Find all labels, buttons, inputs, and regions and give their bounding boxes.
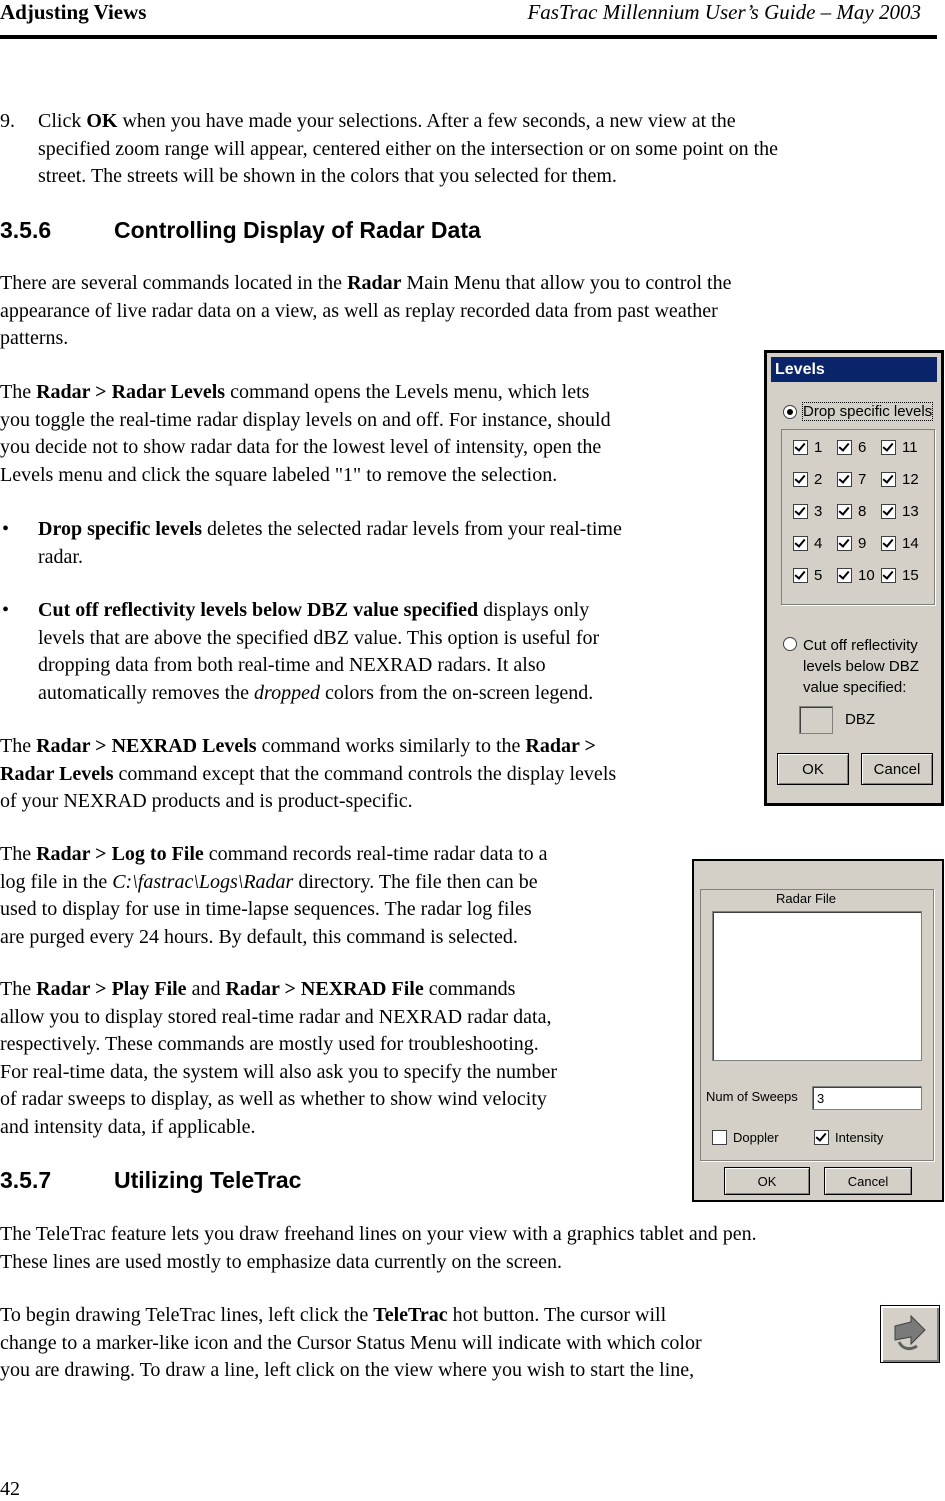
radar-file-list[interactable] <box>712 911 922 1061</box>
section-number: 3.5.6 <box>0 217 52 243</box>
level-checkbox-2[interactable] <box>793 471 822 488</box>
level-checkbox-15[interactable] <box>881 567 919 584</box>
step-9 <box>0 108 778 191</box>
step-text: street. The streets will be shown in the colors that you selected for them. <box>38 165 617 187</box>
level-check-4[interactable] <box>793 536 808 551</box>
bullet-dot: • <box>2 518 10 540</box>
doppler-checkbox[interactable] <box>712 1130 727 1145</box>
level-checkbox-14[interactable] <box>881 535 919 552</box>
level-label-13: 13 <box>902 503 919 520</box>
level-check-11[interactable] <box>881 440 896 455</box>
level-label-6: 6 <box>858 439 867 456</box>
radar-file-dialog <box>692 859 944 1202</box>
sweeps-label: Num of Sweeps <box>706 1089 798 1104</box>
drop-specific-radio[interactable] <box>783 405 797 419</box>
level-checkbox-13[interactable] <box>881 503 919 520</box>
level-label-7: 7 <box>858 471 867 488</box>
levels-ok-button[interactable]: OK <box>777 753 849 785</box>
level-label-14: 14 <box>902 535 919 552</box>
level-checkbox-5[interactable] <box>793 567 822 584</box>
section-heading-3-5-6 <box>0 217 481 244</box>
play-file-paragraph: The Radar > Play File and Radar > NEXRAD File commands allow you to display stored real-time radar and NEXRAD radar data, respectively. These commands are mostly used for troubleshooting. For real-time data, the system will also ask you to specify the number of radar sweeps to display, as well as whether to show wind velocity and intensity data, if applicable. <box>0 978 558 1138</box>
marker-icon <box>881 1306 939 1362</box>
level-label-11: 11 <box>902 439 918 456</box>
cutoff-radio[interactable] <box>783 637 797 651</box>
level-label-2: 2 <box>814 471 823 488</box>
level-check-15[interactable] <box>881 568 896 583</box>
bullet-cut-off: • Cut off reflectivity levels below DBZ value specified displays only levels that are above the specified dBZ value. This option is useful for dropping data from both real-time and NEXRAD radars. It also automatically removes the dropped colors from the on-screen legend. <box>2 599 600 704</box>
level-label-8: 8 <box>858 503 867 520</box>
level-checkbox-10[interactable] <box>837 567 875 584</box>
section-title: Utilizing TeleTrac <box>114 1167 302 1193</box>
header-section-title: Adjusting Views <box>0 0 147 24</box>
step-number: 9. <box>0 110 15 132</box>
levels-title-bar: Levels <box>771 357 937 382</box>
intro-paragraph: There are several commands located in the Radar Main Menu that allow you to control the appearance of live radar data on a view, as well as replay recorded data from past weather patterns. <box>0 272 732 349</box>
teletrac-hot-button[interactable] <box>880 1305 940 1363</box>
doppler-option[interactable] <box>712 1130 779 1145</box>
level-checkbox-3[interactable] <box>793 503 822 520</box>
level-check-3[interactable] <box>793 504 808 519</box>
intensity-checkbox[interactable] <box>814 1130 829 1145</box>
radar-file-ok-button[interactable]: OK <box>724 1167 810 1195</box>
dbz-input[interactable] <box>799 706 833 734</box>
level-label-15: 15 <box>902 567 919 584</box>
bullet-dot: • <box>2 599 10 621</box>
page-number: 42 <box>0 1478 20 1500</box>
header-rule <box>0 35 937 39</box>
drop-specific-label: Drop specific levels <box>803 403 933 420</box>
intensity-label: Intensity <box>835 1130 884 1145</box>
cutoff-label: Cut off reflectivity levels below DBZ value specified: <box>803 637 919 696</box>
level-check-6[interactable] <box>837 440 852 455</box>
nexrad-levels-paragraph: The Radar > NEXRAD Levels command works similarly to the Radar > Radar Levels command except that the command controls the display levels of your NEXRAD products and is product-specific. <box>0 735 617 812</box>
step-ok-term: OK <box>86 110 118 132</box>
level-checkbox-8[interactable] <box>837 503 866 520</box>
radar-file-group-label: Radar File <box>772 891 840 906</box>
step-text: when you have made your selections. After a few seconds, a new view at the <box>117 110 736 132</box>
level-label-12: 12 <box>902 471 919 488</box>
radar-levels-paragraph: The Radar > Radar Levels command opens the Levels menu, which lets you toggle the real-time radar display levels on and off. For instance, should you decide not to show radar data for the lowest level of intensity, open the Levels menu and click the square labeled "1" to remove the selection. <box>0 381 611 486</box>
level-label-9: 9 <box>858 535 867 552</box>
drop-specific-option[interactable] <box>783 403 932 420</box>
dbz-label: DBZ <box>845 711 875 728</box>
section-heading-3-5-7 <box>0 1167 301 1194</box>
sweeps-input[interactable]: 3 <box>812 1086 922 1110</box>
level-check-8[interactable] <box>837 504 852 519</box>
level-checkbox-12[interactable] <box>881 471 919 488</box>
header-guide-title: FasTrac Millennium User’s Guide – May 2003 <box>527 0 921 24</box>
levels-dialog <box>764 350 944 806</box>
level-checkbox-7[interactable] <box>837 471 866 488</box>
level-check-2[interactable] <box>793 472 808 487</box>
bullet-drop-specific: • Drop specific levels deletes the selected radar levels from your real-time radar. <box>2 518 622 568</box>
level-label-10: 10 <box>858 567 875 584</box>
intensity-option[interactable] <box>814 1130 883 1145</box>
teletrac-paragraph-1: The TeleTrac feature lets you draw freehand lines on your view with a graphics tablet and pen. These lines are used mostly to emphasize data currently on the screen. <box>0 1223 757 1273</box>
level-check-13[interactable] <box>881 504 896 519</box>
level-checkbox-11[interactable] <box>881 439 918 456</box>
level-check-10[interactable] <box>837 568 852 583</box>
step-text: specified zoom range will appear, centered either on the intersection or on some point on the <box>38 137 779 160</box>
teletrac-paragraph-2: To begin drawing TeleTrac lines, left click the TeleTrac hot button. The cursor will change to a marker-like icon and the Cursor Status Menu will indicate with which color you are drawing. To draw a line, left click on the view where you wish to start the line, <box>0 1304 702 1381</box>
level-check-12[interactable] <box>881 472 896 487</box>
section-title: Controlling Display of Radar Data <box>114 217 481 243</box>
level-checkbox-9[interactable] <box>837 535 866 552</box>
level-label-1: 1 <box>814 439 823 456</box>
doppler-label: Doppler <box>733 1130 779 1145</box>
level-label-5: 5 <box>814 567 823 584</box>
step-text: Click <box>38 110 87 132</box>
level-checkbox-1[interactable] <box>793 439 822 456</box>
level-label-3: 3 <box>814 503 823 520</box>
level-check-5[interactable] <box>793 568 808 583</box>
section-number: 3.5.7 <box>0 1167 52 1193</box>
levels-cancel-button[interactable]: Cancel <box>861 753 933 785</box>
level-check-1[interactable] <box>793 440 808 455</box>
level-check-14[interactable] <box>881 536 896 551</box>
level-label-4: 4 <box>814 535 823 552</box>
level-checkbox-4[interactable] <box>793 535 822 552</box>
level-check-9[interactable] <box>837 536 852 551</box>
radar-file-cancel-button[interactable]: Cancel <box>824 1167 912 1195</box>
log-to-file-paragraph: The Radar > Log to File command records real-time radar data to a log file in the C:\fastrac\Logs\Radar directory. The file then can be used to display for use in time-lapse sequences. The radar log files are purged every 24 hours. By default, this command is selected. <box>0 843 548 948</box>
level-check-7[interactable] <box>837 472 852 487</box>
level-checkbox-6[interactable] <box>837 439 866 456</box>
